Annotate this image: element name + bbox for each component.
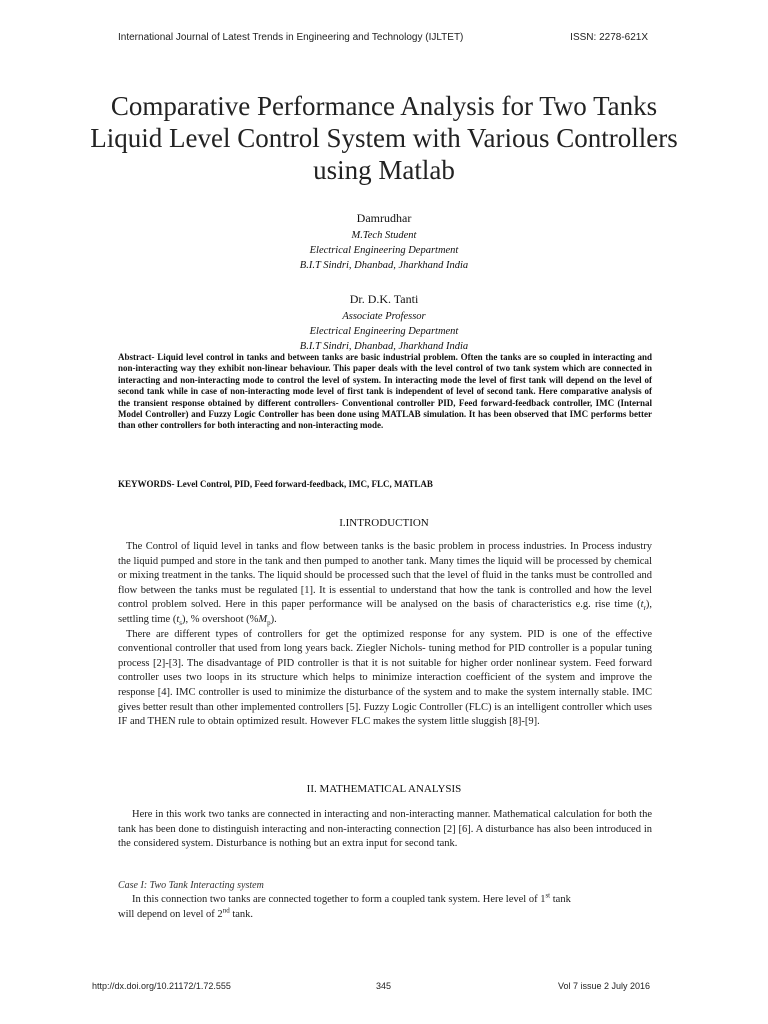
rise-time-symbol: t (640, 599, 644, 611)
section1-body (118, 540, 652, 730)
author2-role: Associate Professor (342, 311, 426, 322)
section2-heading: II. MATHEMATICAL ANALYSIS (306, 783, 462, 795)
overshoot-symbol: M (258, 613, 268, 625)
issn-header: ISSN: 2278-621X (570, 32, 648, 43)
intro-p1-text-c: ), % overshoot (% (181, 613, 259, 625)
abstract: Abstract- Liquid level control in tanks and between tanks are basic industrial problem. Often the tanks are so coupled in interacting and non-interacting way they exhibit non-linear behaviour. This paper deals with the level control of two tank system which are connected in interacting and non-interacting mode to control the level of system. In interacting mode the level of first tank will depend on the level of second tank while in case of non-interacting mode level of first tank is independent of level of second tank. Here comparative analysis of the transient response obtained by different controllers- Conventional controller PID, Feed forward-feedback controller, IMC (Internal Model Controller) and Fuzzy Logic Controller has been done using MATLAB simulation. It has been observed that IMC performs better than other controllers for both interacting and non-interacting mode. (118, 352, 652, 431)
overshoot-subscript: p (267, 619, 271, 628)
intro-p1-text-a: The Control of liquid level in tanks and flow between tanks is the basic problem in process industries. In Process industry the liquid pumped and store in the tank and then pumped to another tank. Many times the liquid will be processed by chemical or mixing treatment in the tanks. The liquid should be processed such that the level of fluid in the tanks must be controlled and flow between the tanks must be regulated [1]. It is essential to understand that how the tank is controlled and how the level control problem solved. Here in this paper performance will be analysed on the basis of characteristics e.g. rise time ( (118, 541, 652, 611)
settling-time-subscript: s (179, 619, 182, 628)
author1-name: Damrudhar (356, 211, 412, 225)
doi-link[interactable]: http://dx.doi.org/10.21172/1.72.555 (92, 981, 231, 991)
author2-name: Dr. D.K. Tanti (349, 292, 419, 306)
intro-p1-text-d: ). (270, 613, 277, 625)
author1-dept: Electrical Engineering Department (309, 245, 459, 256)
case1-heading: Case I: Two Tank Interacting system (118, 880, 264, 891)
page-number: 345 (376, 981, 392, 991)
intro-paragraph-2: There are different types of controllers for get the optimized response for any system. PID is one of the effective conventional controller that used from long years back. Ziegler Nichols- tuning method for PID controller is a popular tuning process [2]-[3]. The disadvantage of PID controller is that it is not suitable for higher order nonlinear system. Feed forward controller uses two loops in its structure which helps to minimize interaction coefficient of the system and improve the response [4]. IMC controller is used to minimize the disturbance of the system and to make the system internally stable. IMC gives better result than other implemented controllers [5]. Fuzzy Logic Controller (FLC) is an intelligent controller which uses IF and THEN rule to obtain optimized result. However FLC makes the system little sluggish [8]-[9]. (118, 628, 652, 728)
volume-info: Vol 7 issue 2 July 2016 (557, 981, 650, 991)
intro-paragraph-1 (118, 540, 652, 628)
math-paragraph-1: Here in this work two tanks are connected in interacting and non-interacting manner. Mathematical calculation for both the tank has been done to distinguish interacting and non-interacting connection [2] [6]. A disturbance has also been introduced in the considered system. Disturbance is nothing but an extra input for second tank. (118, 809, 652, 850)
journal-header: International Journal of Latest Trends in Engineering and Technology (IJLTET) (118, 32, 464, 43)
paper-title: Comparative Performance Analysis for Two Tanks Liquid Level Control System with Various Controllers using Matlab (90, 91, 678, 185)
author1-inst: B.I.T Sindri, Dhanbad, Jharkhand India (299, 260, 469, 271)
section2-body (118, 808, 652, 852)
author1-role: M.Tech Student (351, 230, 417, 241)
case1-text-d: tank. (229, 908, 254, 920)
author2-dept: Electrical Engineering Department (309, 326, 459, 337)
second-superscript: nd (222, 906, 230, 915)
case1-text-b: tank (550, 894, 571, 905)
case1-text-c: will depend on level of 2 (118, 908, 223, 920)
author2-inst: B.I.T Sindri, Dhanbad, Jharkhand India (299, 341, 469, 352)
rise-time-subscript: r (643, 604, 646, 613)
intro-p1-text-b: ), settling time ( (118, 599, 652, 625)
case1-line-2 (118, 908, 652, 923)
case1-line-1 (118, 893, 652, 908)
first-superscript: st (545, 891, 551, 900)
case1-text-a: In this connection two tanks are connected together to form a coupled tank system. Here level of 1 (132, 894, 546, 905)
settling-time-symbol: t (176, 613, 180, 625)
section1-heading: I.INTRODUCTION (339, 517, 429, 529)
case1-body (118, 893, 652, 922)
keywords: KEYWORDS- Level Control, PID, Feed forward-feedback, IMC, FLC, MATLAB (118, 479, 433, 489)
